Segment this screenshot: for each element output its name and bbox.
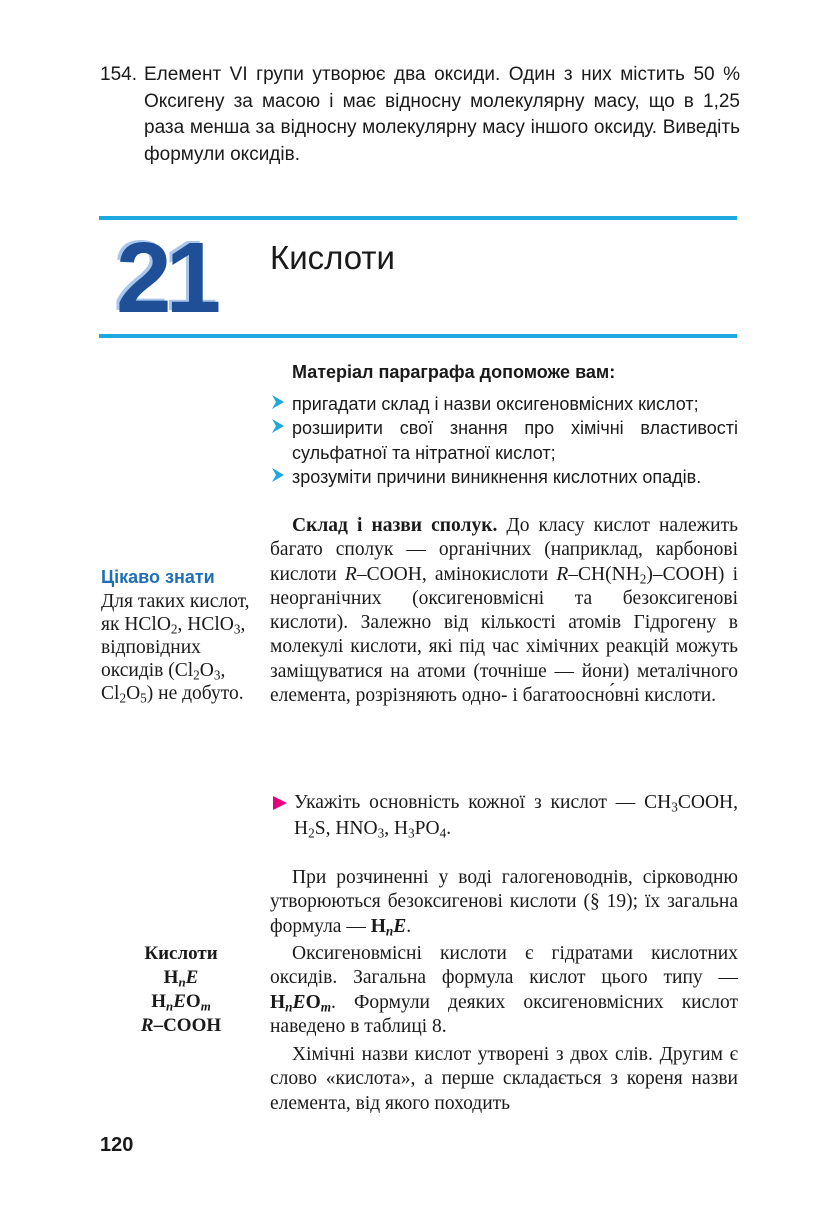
goals-heading: Матеріал параграфа допоможе вам:: [292, 362, 616, 382]
formula-line: $H_nE$: [163, 967, 199, 990]
goal-item: пригадати склад і назви оксигеновмісних кислот;: [270, 392, 738, 417]
task-question: [270, 790, 738, 842]
sidebar-title: Цікаво знати: [101, 567, 215, 587]
paragraph-names: Хімічні назви кислот утворені з двох слів. Другим є слово «кислота», а перше складається з кореня назви елемента, від якого походить: [270, 1044, 738, 1114]
sidebar-interesting: [101, 566, 261, 705]
chapter-number: 21: [116, 222, 216, 334]
task-text: Укажіть основність кожної з кислот — $CH_3COOH$, $H_2S$, $HNO_3$, $H_3PO_4$.: [294, 792, 738, 841]
paragraph-heading: Склад і назви сполук.: [292, 515, 498, 536]
goal-item: розширити свої знання про хімічні властивості сульфатної та нітратної кислот;: [270, 416, 738, 465]
triangle-marker-icon: [272, 795, 288, 811]
paragraph-oxo-acids: Оксигеновмісні кислоти є гідратами кислотних оксидів. Загальна формула кислот цього типу — $H_nEO_m$. Формули деяких оксигеновмісних кислот наведено в таблиці 8.: [270, 943, 738, 1037]
goal-item: зрозуміти причини виникнення кислотних опадів.: [270, 465, 738, 490]
problem-154: [100, 62, 740, 168]
chapter-top-rule: [99, 216, 737, 220]
formula-line: R–COOH: [140, 1015, 222, 1036]
formula-HnE: $H_nE$: [370, 915, 407, 939]
chevron-right-icon: [270, 393, 286, 411]
formulas-title: Кислоти: [144, 943, 218, 964]
goals-list: [270, 392, 738, 490]
page-number: 120: [100, 1134, 134, 1156]
formula-line: $H_nEO_m$: [151, 991, 211, 1014]
sidebar-formulas: [101, 942, 261, 1038]
problem-text: Елемент VI групи утворює два оксиди. Один з них містить 50 % Оксигену за масою і має відносну молекулярну масу, що в 1,25 раза менша за відносну молекулярну масу іншого оксиду. Виведіть формули оксидів.: [144, 64, 740, 165]
chapter-title: Кислоти: [270, 239, 395, 276]
goals-box: [270, 360, 738, 490]
paragraph-composition: Склад і назви сполук. До класу кислот належить багато сполук — органічних (наприклад, карбонові кислоти R–COOH, амінокислоти $R-CH(NH_2)-COOH$) і неорганічних (оксигеновмісні та безоксигенові кислоти). Залежно від кількості атомів Гідрогену в молекулі кислоти, які під час хімічних реакцій можуть заміщуватися на атоми (точніше — йони) металічного елемента, розрізняють одно- і багатоосно́вні кислоти.: [270, 515, 739, 707]
formula-HnEOm: $H_nEO_m$: [270, 991, 332, 1015]
paragraph-anoxic-acids: При розчиненні у воді галогеноводнів, сірководню утворюються безоксигенові кислоти (§ 19); їх загальна формула — $H_nE$.: [270, 867, 738, 939]
sidebar-text: Для таких кислот, як HClO$_2$, HClO$_3$, відповідних оксидів ($Cl_2O_3$, $Cl_2O_5$) не добуто.: [101, 591, 250, 706]
chapter-bottom-rule: [99, 334, 737, 338]
chevron-right-icon: [270, 417, 286, 435]
problem-number: 154.: [100, 64, 137, 85]
chevron-right-icon: [270, 466, 286, 484]
